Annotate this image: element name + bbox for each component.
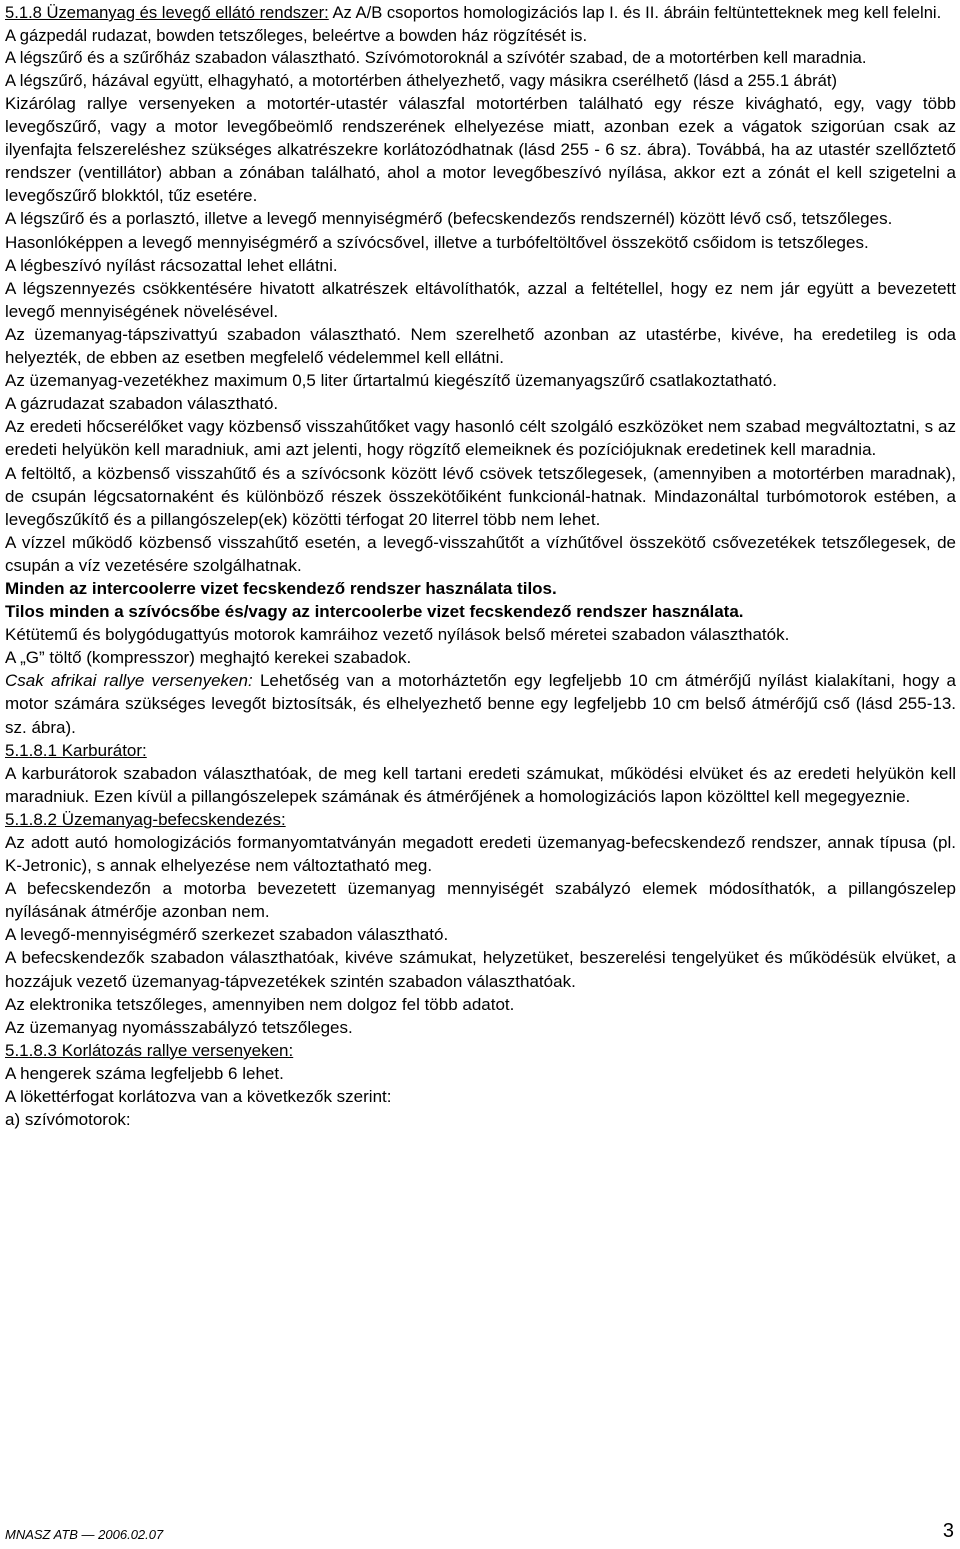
paragraph: Az elektronika tetszőleges, amennyiben nem dolgoz fel több adatot. (5, 994, 515, 1014)
paragraph: Az eredeti hőcserélőket vagy közbenső visszahűtőket vagy hasonló célt szolgáló eszközöket nem szabad megváltoztatni, s az eredeti helyükön kell maradniuk, ami azt jelenti, hogy rögzítő elemeiknek és pozíciójuknak eredetinek kell maradnia. (5, 417, 956, 460)
carb-heading-line (5, 739, 956, 762)
africa-italic-prefix: Csak afrikai rallye versenyeken: (5, 671, 253, 691)
paragraph: A légszűrő és a szűrőház szabadon választható. Szívómotoroknál a szívótér szabad, de a motortérben kell maradnia. (5, 48, 867, 67)
page-content (5, 2, 956, 1131)
paragraph: Kizárólag rallye versenyeken a motortér-utastér válaszfal motortérben található egy része kivágható, egy, vagy több levegőszűrő, vagy a motor levegőbeömlő rendszerének elhelyezése miatt, azonban ezek a vágatok szigorúan csak az ilyenfajta felszereléshez szükséges alkatrészekre korlátozódhatnak (lásd 255 - 6 sz. ábra). Továbbá, ha az utastér szellőztető rendszer (ventillátor) abban a zónában található, ahol a motor levegőbeszívó nyílása, akkor ezt a zónát el kell szigetelni a levegőszűrő blokktól, tűz esetére. (5, 94, 956, 206)
paragraph: Hasonlóképpen a levegő mennyiségmérő a szívócsővel, illetve a turbófeltöltővel összekötő csőidom is tetszőleges. (5, 232, 869, 252)
paragraph: a) szívómotorok: (5, 1110, 131, 1130)
paragraph: A levegő-mennyiségmérő szerkezet szabadon választható. (5, 925, 449, 945)
africa-text: Lehetőség van a motorháztetőn egy legfeljebb 10 cm átmérőjű nyílást kialakítani, hogy a motor számára szükséges levegőt biztosítsák, és elhelyezhető benne egy legfeljebb 10 cm belső átmérőjű cső (lásd 255-13. sz. ábra). (5, 671, 956, 737)
paragraph: A légszűrő, házával együtt, elhagyható, a motortérben áthelyezhető, vagy másikra cserélhető (lásd a 255.1 ábrát) (5, 70, 838, 90)
paragraph: A hengerek száma legfeljebb 6 lehet. (5, 1063, 284, 1083)
paragraph: A karburátorok szabadon választhatóak, de meg kell tartani eredeti számukat, működési elvüket és az eredeti helyükön kell maradniuk. Ezen kívül a pillangószelepek számának és átmérőjének a homologizációs lapon közölttel kell megegyeznie. (5, 763, 956, 806)
paragraph: A légszűrő és a porlasztó, illetve a levegő mennyiségmérő (befecskendezős rendszernél) között lévő cső, tetszőleges. (5, 209, 893, 229)
injection-heading: 5.1.8.2 Üzemanyag-befecskendezés: (5, 809, 286, 829)
paragraph: A feltöltő, a közbenső visszahűtő és a szívócsonk között lévő csövek tetszőlegesek, (amennyiben a motortérben maradnak), de csupán légcsatornaként és különböző részek összekötőiként funkcionál-hatnak. Mindazonáltal turbómotorok estében, a levegőszűkítő és a pillangószelep(ek) közötti térfogat 20 literrel több nem lehet. (5, 463, 956, 529)
bold-rule: Minden az intercoolerre vizet fecskendező rendszer használata tilos. (5, 578, 557, 598)
paragraph: Az adott autó homologizációs formanyomtatványán megadott eredeti üzemanyag-befecskendező rendszer, annak típusa (pl. K-Jetronic), s annak elhelyezése nem változtatható meg. (5, 833, 956, 876)
rally-heading: 5.1.8.3 Korlátozás rallye versenyeken: (5, 1040, 294, 1060)
section-intro: Az A/B csoportos homologizációs lap I. és II. ábráin feltüntetteknek meg kell felelni. (328, 3, 942, 22)
paragraph: A „G” töltő (kompresszor) meghajtó kerekei szabadok. (5, 648, 412, 668)
paragraph: A légbeszívó nyílást rácsozattal lehet ellátni. (5, 255, 338, 275)
paragraph: Az üzemanyag-vezetékhez maximum 0,5 liter űrtartalmú kiegészítő üzemanyagszűrő csatlakoztatható. (5, 371, 777, 391)
carb-heading: 5.1.8.1 Karburátor: (5, 740, 147, 760)
africa-paragraph (5, 669, 956, 738)
paragraph: Az üzemanyag-tápszivattyú szabadon választható. Nem szerelhető azonban az utastérbe, kivéve, ha eredetileg is oda helyezték, de ebben az esetben megfelelő védelemmel kell ellátni. (5, 324, 956, 368)
paragraph: A légszennyezés csökkentésére hivatott alkatrészek eltávolíthatók, azzal a feltétellel, hogy ez nem jár együtt a bevezetett levegő mennyiségének növelésével. (5, 278, 956, 321)
paragraph: A lökettérfogat korlátozva van a következők szerint: (5, 1087, 392, 1107)
section-heading: 5.1.8 Üzemanyag és levegő ellátó rendszer: (5, 3, 329, 22)
injection-heading-line (5, 808, 956, 831)
paragraph: A befecskendezőn a motorba bevezetett üzemanyag mennyiségét szabályzó elemek módosíthatók, a pillangószelep nyílásának átmérője azonban nem. (5, 879, 956, 922)
paragraph: A gázrudazat szabadon választható. (5, 394, 279, 414)
rally-heading-line (5, 1039, 956, 1062)
paragraph: Kétütemű és bolygódugattyús motorok kamráihoz vezető nyílások belső méretei szabadon választhatók. (5, 625, 790, 645)
paragraph: Az üzemanyag nyomásszabályzó tetszőleges. (5, 1017, 353, 1037)
page-number: 3 (942, 1520, 954, 1542)
footer-label: MNASZ ATB — 2006.02.07 (5, 1527, 164, 1542)
section-5-1-8-paragraph (5, 2, 956, 25)
paragraph: A gázpedál rudazat, bowden tetszőleges, beleértve a bowden ház rögzítését is. (5, 25, 588, 45)
paragraph: A befecskendezők szabadon választhatóak, kivéve számukat, helyzetüket, beszerelési tengelyüket és működésük elvüket, a hozzájuk vezető üzemanyag-tápvezetékek szintén szabadon választhatóak. (5, 948, 956, 991)
bold-rule: Tilos minden a szívócsőbe és/vagy az intercoolerbe vizet fecskendező rendszer használata. (5, 602, 744, 622)
paragraph: A vízzel működő közbenső visszahűtő esetén, a levegő-visszahűtőt a vízhűtővel összekötő csővezetékek tetszőlegesek, de csupán a víz vezetésére szolgálhatnak. (5, 532, 956, 575)
